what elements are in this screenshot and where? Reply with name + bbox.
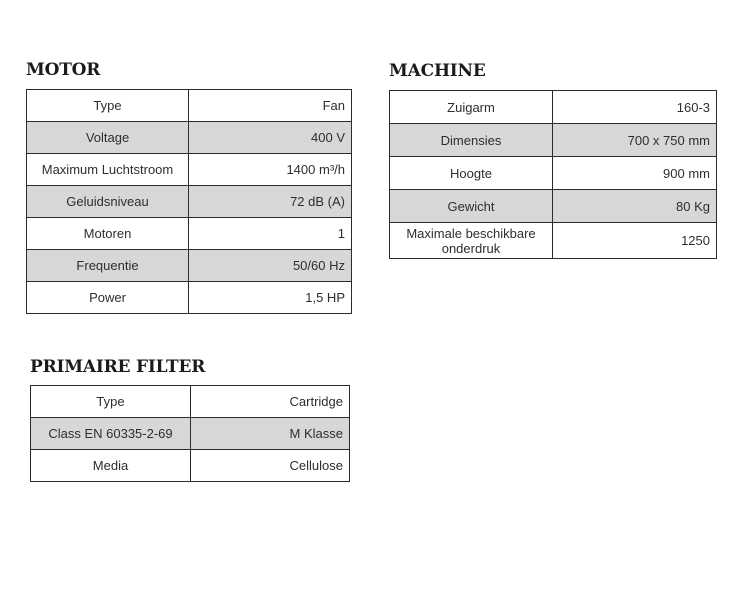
- spec-label: Maximum Luchtstroom: [27, 154, 189, 186]
- spec-value: 1400 m³/h: [189, 154, 352, 186]
- primaire-filter-spec-table: [30, 385, 350, 482]
- spec-value: 160-3: [553, 91, 717, 124]
- spec-label: Class EN 60335-2-69: [31, 418, 191, 450]
- motor-spec-table: [26, 89, 352, 314]
- spec-value: 400 V: [189, 122, 352, 154]
- spec-value: M Klasse: [191, 418, 350, 450]
- spec-value: 1250: [553, 223, 717, 259]
- spec-label: Dimensies: [390, 124, 553, 157]
- spec-value: Cellulose: [191, 450, 350, 482]
- spec-label: Maximale beschikbare onderdruk: [390, 223, 553, 259]
- table-row: [390, 157, 717, 190]
- spec-label: Type: [31, 386, 191, 418]
- table-row: [27, 90, 352, 122]
- spec-value: Cartridge: [191, 386, 350, 418]
- table-row: [27, 154, 352, 186]
- table-row: [27, 218, 352, 250]
- primaire-filter-section: [30, 357, 205, 377]
- machine-spec-table: [389, 90, 717, 259]
- spec-value: 50/60 Hz: [189, 250, 352, 282]
- spec-value: 900 mm: [553, 157, 717, 190]
- spec-value: 80 Kg: [553, 190, 717, 223]
- table-row: [390, 223, 717, 259]
- spec-label: Type: [27, 90, 189, 122]
- table-row: [27, 186, 352, 218]
- machine-heading: MACHINE: [389, 61, 486, 81]
- spec-value: Fan: [189, 90, 352, 122]
- table-row: [31, 386, 350, 418]
- table-row: [27, 122, 352, 154]
- spec-value: 72 dB (A): [189, 186, 352, 218]
- table-row: [31, 418, 350, 450]
- table-row: [390, 124, 717, 157]
- machine-section: [389, 61, 486, 81]
- table-row: [27, 282, 352, 314]
- spec-label: Motoren: [27, 218, 189, 250]
- table-row: [390, 190, 717, 223]
- motor-heading: MOTOR: [26, 60, 101, 80]
- spec-value: 1,5 HP: [189, 282, 352, 314]
- table-row: [31, 450, 350, 482]
- table-row: [390, 91, 717, 124]
- spec-value: 1: [189, 218, 352, 250]
- spec-label: Power: [27, 282, 189, 314]
- spec-label: Media: [31, 450, 191, 482]
- spec-value: 700 x 750 mm: [553, 124, 717, 157]
- spec-label: Hoogte: [390, 157, 553, 190]
- spec-label: Frequentie: [27, 250, 189, 282]
- spec-label: Geluidsniveau: [27, 186, 189, 218]
- motor-section: [26, 60, 100, 80]
- spec-label: Zuigarm: [390, 91, 553, 124]
- table-row: [27, 250, 352, 282]
- primaire-filter-heading: PRIMAIRE FILTER: [30, 357, 206, 377]
- spec-label: Gewicht: [390, 190, 553, 223]
- spec-label: Voltage: [27, 122, 189, 154]
